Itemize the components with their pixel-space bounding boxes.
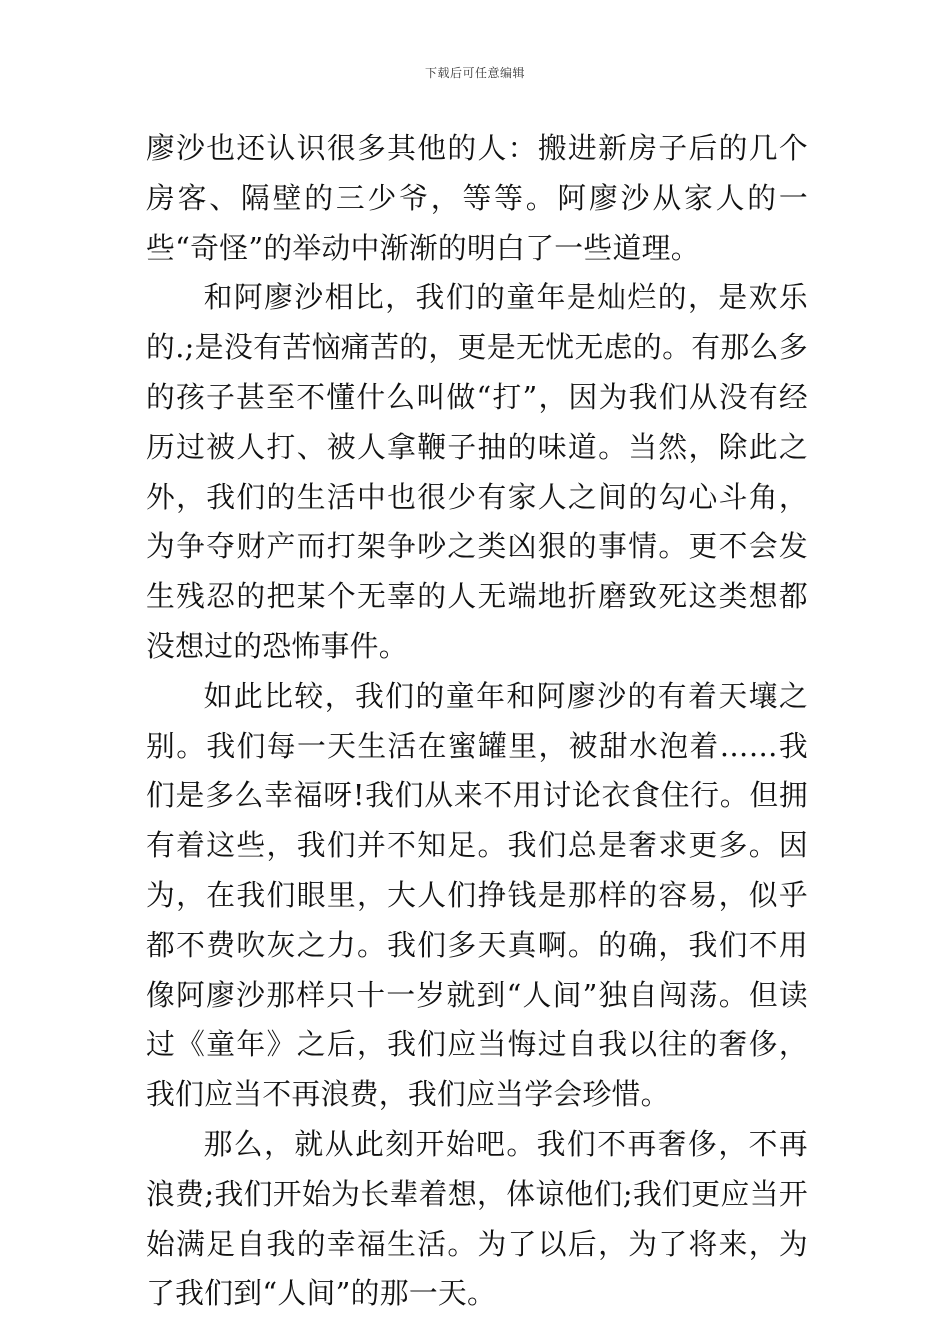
- paragraph-4: 那么，就从此刻开始吧。我们不再奢侈，不再浪费;我们开始为长辈着想，体谅他们;我们更应当开始满足自我的幸福生活。为了以后，为了将来，为了我们到“人间”的那一天。: [146, 1126, 808, 1311]
- page-header: 下载后可任意编辑: [424, 66, 525, 80]
- paragraph-3: 如此比较，我们的童年和阿廖沙的有着天壤之别。我们每一天生活在蜜罐里，被甜水泡着……我们是多么幸福呀!我们从来不用讨论衣食住行。但拥有着这些，我们并不知足。我们总是奢求更多。因为，在我们眼里，大人们挣钱是那样的容易，似乎都不费吹灰之力。我们多天真啊。的确，我们不用像阿廖沙那样只十一岁就到“人间”独自闯荡。但读过《童年》之后，我们应当悔过自我以往的奢侈，我们应当不再浪费，我们应当学会珍惜。: [146, 678, 808, 1112]
- paragraph-2: 和阿廖沙相比，我们的童年是灿烂的，是欢乐的.;是没有苦恼痛苦的，更是无忧无虑的。有那么多的孩子甚至不懂什么叫做“打”，因为我们从没有经历过被人打、被人拿鞭子抽的味道。当然，除此之外，我们的生活中也很少有家人之间的勾心斗角，为争夺财产而打架争吵之类凶狠的事情。更不会发生残忍的把某个无辜的人无端地折磨致死这类想都没想过的恐怖事件。: [146, 280, 808, 663]
- document-body: [146, 124, 808, 1319]
- paragraph-1: 廖沙也还认识很多其他的人：搬进新房子后的几个房客、隔壁的三少爷，等等。阿廖沙从家人的一些“奇怪”的举动中渐渐的明白了一些道理。: [146, 131, 808, 265]
